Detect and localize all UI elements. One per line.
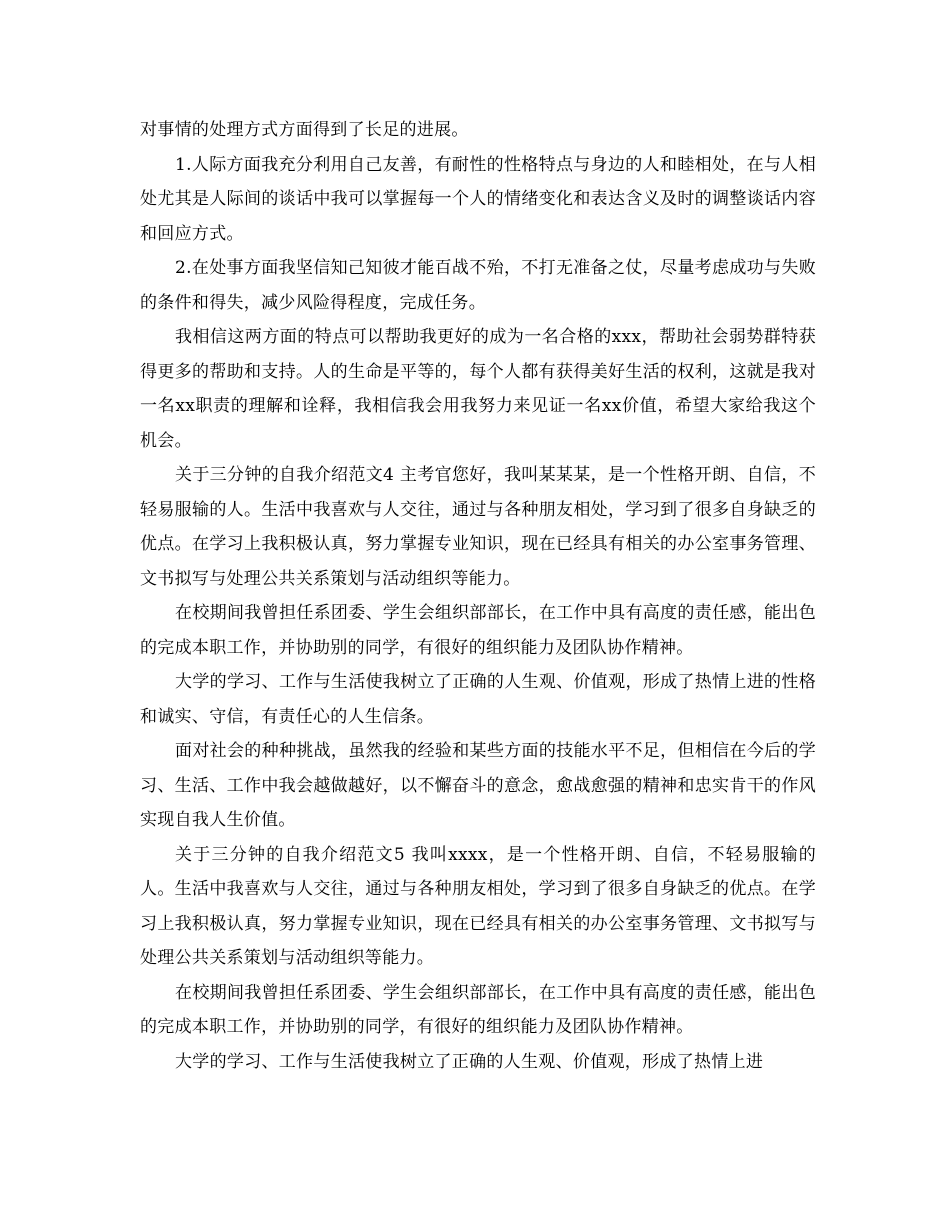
paragraph: 1.人际方面我充分利用自己友善，有耐性的性格特点与身边的人和睦相处，在与人相处尤其是人际间的谈话中我可以掌握每一个人的情绪变化和表达含义及时的调整谈话内容和回应方式。 (140, 154, 816, 244)
paragraph: 关于三分钟的自我介绍范文4 主考官您好，我叫某某某，是一个性格开朗、自信，不轻易服输的人。生活中我喜欢与人交往，通过与各种朋友相处，学习到了很多自身缺乏的优点。在学习上我积极认真，努力掌握专业知识，现在已经具有相关的办公室事务管理、文书拟写与处理公共关系策划与活动组织等能力。 (140, 465, 816, 589)
paragraph: 对事情的处理方式方面得到了长足的进展。 (140, 120, 469, 140)
paragraph: 在校期间我曾担任系团委、学生会组织部部长，在工作中具有高度的责任感，能出色的完成本职工作，并协助别的同学，有很好的组织能力及团队协作精神。 (140, 603, 816, 658)
paragraph: 关于三分钟的自我介绍范文5 我叫xxxx，是一个性格开朗、自信，不轻易服输的人。生活中我喜欢与人交往，通过与各种朋友相处，学习到了很多自身缺乏的优点。在学习上我积极认真，努力掌握专业知识，现在已经具有相关的办公室事务管理、文书拟写与处理公共关系策划与活动组织等能力。 (140, 844, 816, 968)
paragraph: 大学的学习、工作与生活使我树立了正确的人生观、价值观，形成了热情上进 (175, 1051, 764, 1072)
paragraph: 我相信这两方面的特点可以帮助我更好的成为一名合格的xxx，帮助社会弱势群特获得更多的帮助和支持。人的生命是平等的，每个人都有获得美好生活的权利，这就是我对一名xx职责的理解和诠释，我相信我会用我努力来见证一名xx价值，希望大家给我这个机会。 (140, 327, 816, 451)
paragraph: 面对社会的种种挑战，虽然我的经验和某些方面的技能水平不足，但相信在今后的学习、生活、工作中我会越做越好，以不懈奋斗的意念，愈战愈强的精神和忠实肯干的作风实现自我人生价值。 (140, 741, 816, 830)
paragraph: 在校期间我曾担任系团委、学生会组织部部长，在工作中具有高度的责任感，能出色的完成本职工作，并协助别的同学，有很好的组织能力及团队协作精神。 (140, 982, 816, 1037)
paragraph: 2.在处事方面我坚信知己知彼才能百战不殆，不打无准备之仗，尽量考虑成功与失败的条件和得失，减少风险得程度，完成任务。 (140, 258, 816, 313)
document-body (140, 113, 816, 1079)
paragraph: 大学的学习、工作与生活使我树立了正确的人生观、价值观，形成了热情上进的性格和诚实、守信，有责任心的人生信条。 (140, 672, 816, 727)
